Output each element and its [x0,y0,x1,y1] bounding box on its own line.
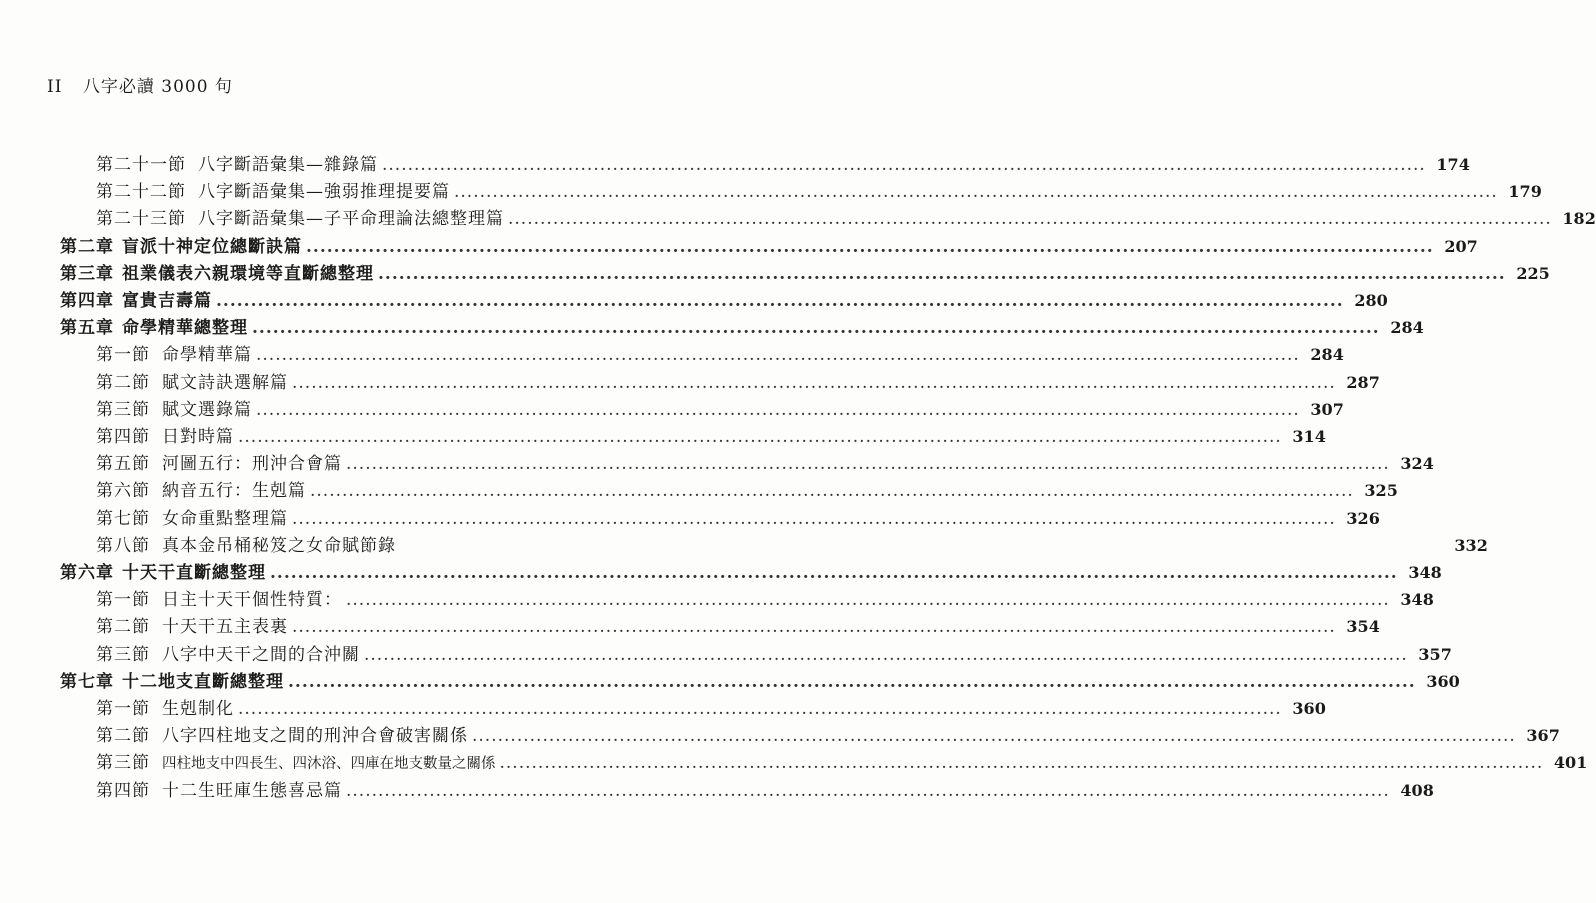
toc-entry-page: 207 [1444,236,1478,256]
toc-entry-page: 284 [1390,318,1424,338]
toc-entry-label: 第一節 [96,699,150,719]
dot-leader [382,155,1426,175]
toc-entry-page: 182 [1562,209,1596,229]
toc-section-row [96,204,1596,230]
toc-entry-page: 307 [1310,399,1344,419]
toc-chapter-row [60,558,1442,583]
toc-entry-label: 第二十二節 [96,182,186,203]
book-title: 八字必讀 3000 句 [82,77,233,97]
toc-entry-label: 第五章 [60,318,114,339]
page-number: II [47,77,63,97]
dot-leader [508,209,1552,229]
toc-entry-label: 第二十三節 [96,209,186,230]
toc-entry-title: 日對時篇 [162,427,234,447]
dot-leader [238,427,1282,447]
toc-section-row [96,748,1588,774]
toc-entry-title: 八字斷語彙集—強弱推理提要篇 [198,182,450,203]
toc-chapter-row [60,667,1460,692]
toc-entry-label: 第三節 [96,399,150,420]
dot-leader [288,672,1416,692]
toc-section-row [96,476,1398,502]
toc-entry-title: 八字中天干之間的合沖關 [162,644,360,665]
dot-leader [500,753,1544,773]
dot-leader [364,645,1408,665]
toc-section-row [96,612,1380,638]
toc-entry-title: 命學精華總整理 [122,318,248,339]
toc-entry-page: 287 [1346,372,1380,392]
toc-entry-page: 401 [1553,753,1588,773]
toc-section-row [96,531,1488,556]
dot-leader [256,400,1300,420]
toc-entry-label: 第七章 [60,671,114,692]
toc-entry-label: 第四節 [96,780,150,801]
dot-leader [252,318,1380,338]
toc-section-row [96,368,1380,393]
toc-entry-title: 十天干五主表裏 [162,617,288,638]
toc-entry-page: 332 [1454,535,1488,555]
toc-entry-title: 賦文詩訣選解篇 [162,372,288,393]
toc-entry-page: 280 [1354,291,1388,310]
toc-section-row [96,449,1434,475]
toc-entry-page: 225 [1516,263,1550,283]
toc-entry-label: 第三節 [96,753,150,774]
toc-chapter-row [60,232,1478,257]
dot-leader [346,590,1390,610]
toc-entry-title: 十天干直斷總整理 [122,563,266,583]
toc-entry-title: 富貴吉壽篇 [122,291,212,311]
dot-leader [346,454,1390,474]
toc-entry-title: 命學精華篇 [162,345,252,366]
toc-entry-title: 八字斷語彙集—雜錄篇 [198,155,378,175]
toc-entry-label: 第三章 [60,263,114,284]
toc-entry-page: 408 [1400,780,1434,800]
toc-entry-page: 357 [1418,644,1452,664]
toc-entry-page: 314 [1292,427,1326,446]
dot-leader [472,726,1516,746]
toc-section-row [96,504,1380,529]
toc-section-row [96,340,1344,366]
dot-leader [256,345,1300,365]
toc-section-row [96,177,1542,203]
toc-entry-title: 十二生旺庫生態喜忌篇 [162,780,342,801]
toc-entry-title: 十二地支直斷總整理 [122,671,284,692]
toc-entry-label: 第六節 [96,481,150,502]
toc-entry-label: 第二節 [96,726,150,747]
toc-entry-label: 第七節 [96,508,150,529]
toc-entry-label: 第六章 [60,563,114,583]
toc-entry-page: 360 [1426,671,1460,691]
toc-section-row [96,776,1434,801]
toc-entry-label: 第二節 [96,617,150,638]
dot-leader [292,509,1336,529]
toc-entry-page: 174 [1436,155,1470,174]
toc-entry-title: 生剋制化 [162,699,234,719]
dot-leader [306,237,1434,257]
toc-entry-label: 第一節 [96,590,150,611]
toc-entry-title: 四柱地支中四長生、四沐浴、四庫在地支數量之關係 [162,756,496,773]
toc-chapter-row [60,259,1550,284]
dot-leader [292,617,1336,637]
dot-leader [216,291,1344,311]
toc-entry-title: 女命重點整理篇 [162,508,288,529]
dot-leader [310,481,1354,501]
toc-entry-title: 河圖五行：刑沖合會篇 [162,454,342,475]
toc-entry-title: 真本金吊桶秘笈之女命賦節錄 [162,535,396,556]
toc-entry-title: 日主十天干個性特質： [162,590,342,611]
dot-leader [346,781,1390,801]
toc-entry-label: 第二章 [60,236,114,257]
toc-chapter-row [60,286,1388,311]
toc-entry-page: 325 [1364,481,1398,501]
toc-entry-page: 367 [1526,726,1560,746]
dot-leader [378,264,1506,284]
dot-leader [270,563,1398,583]
toc-entry-page: 324 [1400,454,1434,474]
dot-leader [238,699,1282,719]
toc-entry-page: 326 [1346,508,1380,528]
running-header [47,72,233,97]
toc-entry-label: 第四章 [60,291,114,311]
toc-entry-label: 第五節 [96,454,150,475]
toc-entry-label: 第四節 [96,427,150,447]
toc-section-row [96,721,1560,747]
toc-entry-title: 賦文選錄篇 [162,399,252,420]
toc-entry-title: 納音五行：生剋篇 [162,481,306,502]
dot-leader [454,182,1498,202]
toc-entry-page: 360 [1292,699,1326,718]
toc-section-row [96,395,1344,420]
toc-entry-title: 八字四柱地支之間的刑沖合會破害關係 [162,726,468,747]
toc-entry-label: 第二節 [96,372,150,393]
toc-entry-label: 第一節 [96,345,150,366]
toc-section-row [96,694,1326,719]
toc-section-row [96,640,1452,665]
toc-section-row [96,422,1326,447]
toc-entry-label: 第三節 [96,644,150,665]
dot-leader [292,373,1336,393]
toc-entry-page: 354 [1346,617,1380,637]
toc-entry-page: 348 [1400,590,1434,610]
toc-entry-title: 八字斷語彙集—子平命理論法總整理篇 [198,209,504,230]
toc-entry-label: 第八節 [96,535,150,556]
toc-entry-page: 348 [1408,563,1442,582]
toc-entry-title: 盲派十神定位總斷訣篇 [122,236,302,257]
toc-entry-label: 第二十一節 [96,155,186,175]
toc-chapter-row [60,313,1424,339]
toc-entry-title: 祖業儀表六親環境等直斷總整理 [122,263,374,284]
toc-section-row [96,585,1434,611]
toc-section-row [96,150,1470,175]
toc-entry-page: 284 [1310,345,1344,365]
toc-entry-page: 179 [1508,182,1542,202]
